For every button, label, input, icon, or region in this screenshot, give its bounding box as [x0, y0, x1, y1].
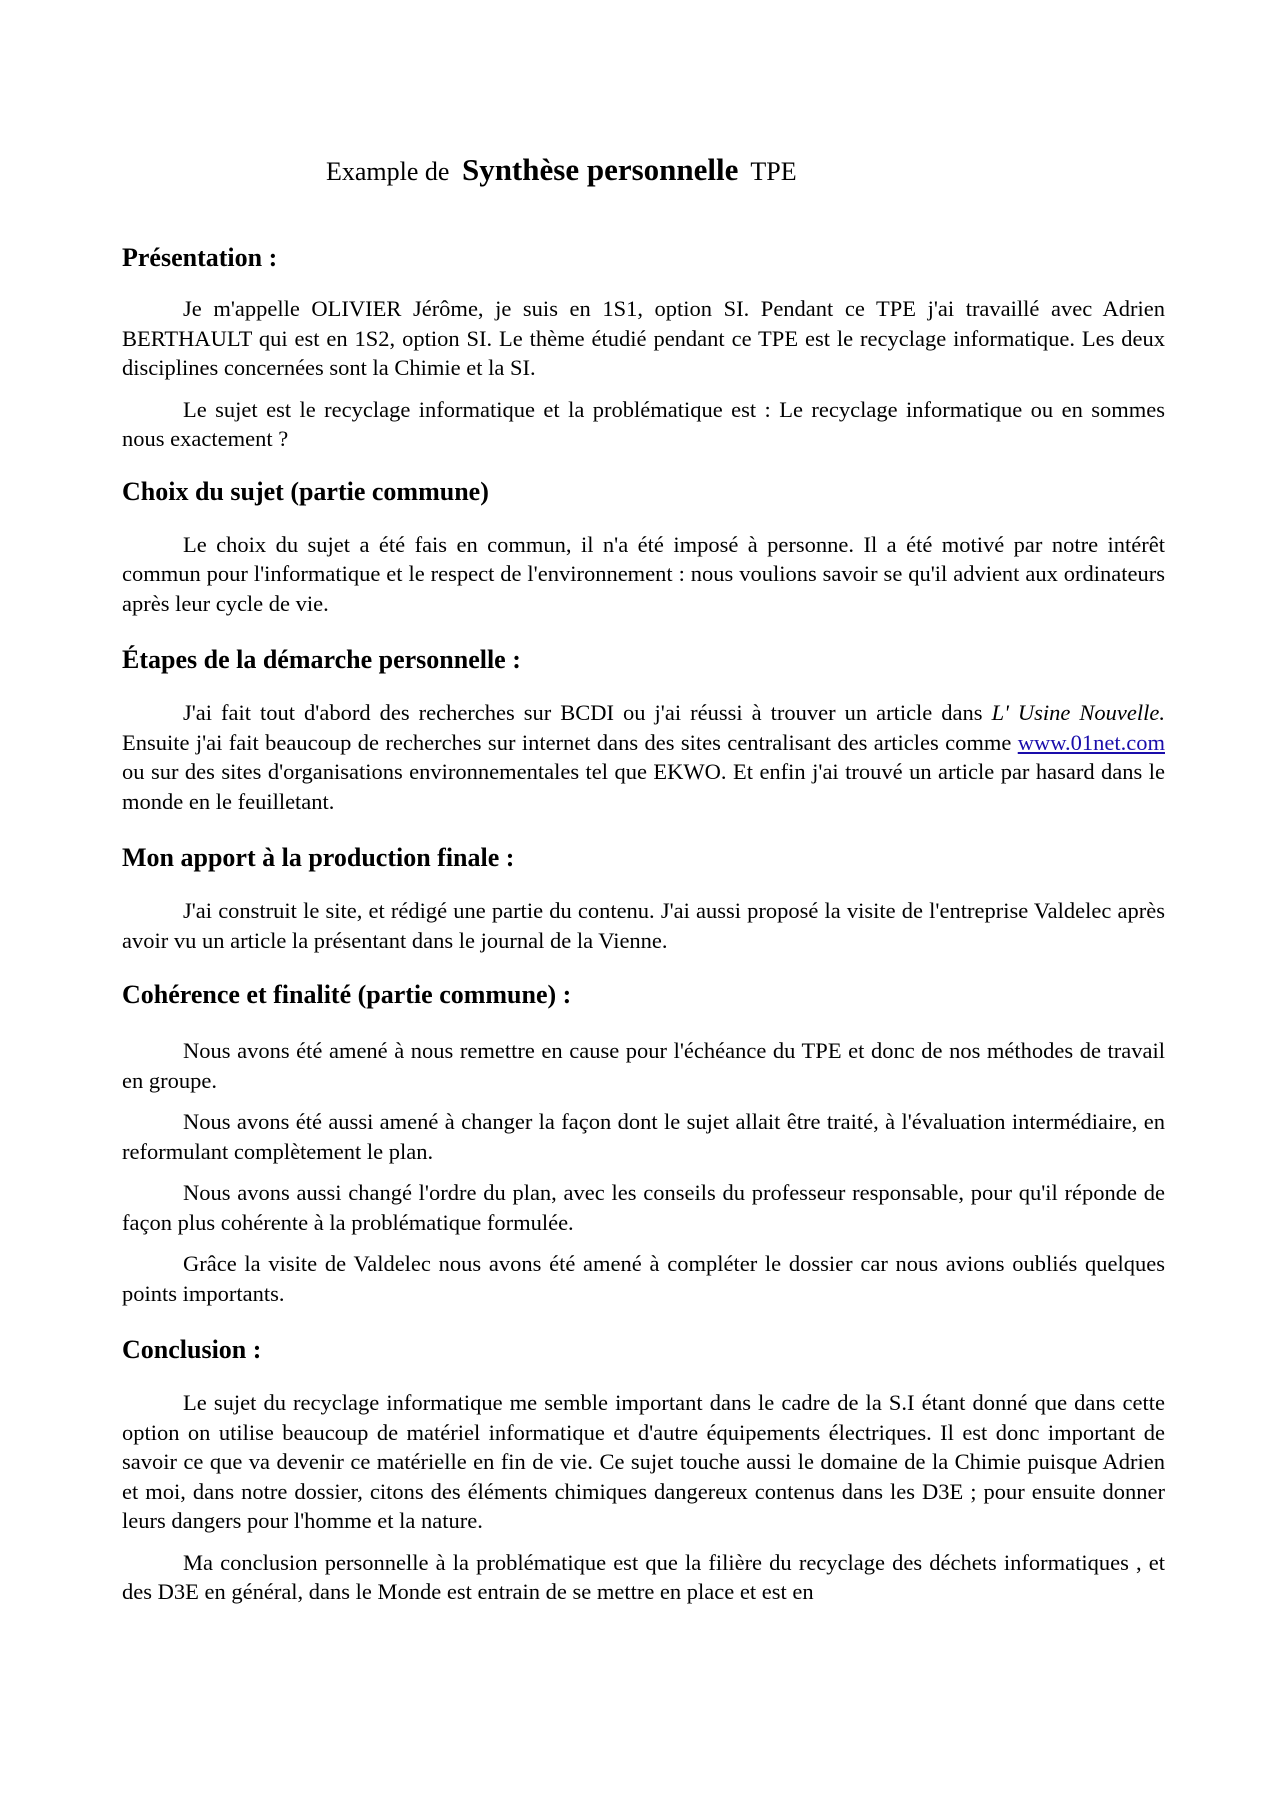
- document-title: [326, 150, 1165, 192]
- paragraph: Le sujet du recyclage informatique me semble important dans le cadre de la S.I étant donné que dans cette option on utilise beaucoup de matériel informatique et d'autre équipements électriques. Il est donc important de savoir ce que va devenir ce matérielle en fin de vie. Ce sujet touche aussi le domaine de la Chimie puisque Adrien et moi, dans notre dossier, citons des éléments chimiques dangereux contenus dans les D3E ; pour ensuite donner leurs dangers pour l'homme et la nature.: [122, 1390, 1165, 1533]
- website-link[interactable]: www.01net.com: [1017, 729, 1165, 755]
- paragraph: Nous avons été aussi amené à changer la façon dont le sujet allait être traité, à l'évaluation intermédiaire, en reformulant complètement le plan.: [122, 1109, 1165, 1164]
- text-run: ou sur des sites d'organisations environnementales tel que EKWO. Et enfin j'ai trouvé un article par hasard dans le monde en le feuilletant.: [122, 759, 1165, 814]
- section-etapes-demarche: [122, 644, 1165, 816]
- section-heading: Choix du sujet (partie commune): [122, 476, 489, 506]
- title-main: Synthèse personnelle: [461, 152, 739, 187]
- paragraph: Nous avons aussi changé l'ordre du plan, avec les conseils du professeur responsable, pour qu'il réponde de façon plus cohérente à la problématique formulée.: [122, 1180, 1165, 1235]
- section-choix-du-sujet: [122, 476, 1165, 619]
- paragraph: Je m'appelle OLIVIER Jérôme, je suis en 1S1, option SI. Pendant ce TPE j'ai travaillé avec Adrien BERTHAULT qui est en 1S2, option SI. Le thème étudié pendant ce TPE est le recyclage informatique. Les deux disciplines concernées sont la Chimie et la SI.: [122, 296, 1165, 380]
- section-heading: Présentation :: [122, 243, 278, 272]
- paragraph: Grâce la visite de Valdelec nous avons été amené à compléter le dossier car nous avions oubliés quelques points importants.: [122, 1251, 1165, 1306]
- paragraph: Le choix du sujet a été fais en commun, il n'a été imposé à personne. Il a été motivé par notre intérêt commun pour l'informatique et le respect de l'environnement : nous voulions savoir se qu'il advient aux ordinateurs après leur cycle de vie.: [122, 531, 1165, 616]
- paragraph: J'ai construit le site, et rédigé une partie du contenu. J'ai aussi proposé la visite de l'entreprise Valdelec après avoir vu un article la présentant dans le journal de la Vienne.: [122, 898, 1165, 953]
- section-heading: Cohérence et finalité (partie commune) :: [122, 980, 572, 1009]
- section-heading: Étapes de la démarche personnelle :: [122, 645, 521, 674]
- title-suffix: TPE: [750, 157, 797, 186]
- section-heading: Conclusion :: [122, 1335, 262, 1364]
- text-run: J'ai fait tout d'abord des recherches sur BCDI ou j'ai réussi à trouver un article dans: [183, 700, 992, 725]
- paragraph: Ma conclusion personnelle à la problématique est que la filière du recyclage des déchets informatiques , et des D3E en général, dans le Monde est entrain de se mettre en place et est en: [122, 1549, 1165, 1604]
- paragraph: Nous avons été amené à nous remettre en cause pour l'échéance du TPE et donc de nos méthodes de travail en groupe.: [122, 1038, 1165, 1093]
- title-prefix: Example de: [326, 157, 450, 186]
- document-page: [122, 150, 1165, 1607]
- publication-title: L' Usine Nouvelle.: [991, 700, 1165, 725]
- section-presentation: [122, 242, 1165, 454]
- section-conclusion: [122, 1334, 1165, 1607]
- section-apport-production: [122, 842, 1165, 955]
- text-run: Ensuite j'ai fait beaucoup de recherches sur internet dans des sites centralisant des articles comme: [122, 729, 1018, 755]
- section-heading: Mon apport à la production finale :: [122, 843, 515, 872]
- paragraph: Le sujet est le recyclage informatique et la problématique est : Le recyclage informatique ou en sommes nous exactement ?: [122, 396, 1165, 451]
- section-coherence-finalite: [122, 979, 1165, 1308]
- paragraph: [122, 698, 1165, 816]
